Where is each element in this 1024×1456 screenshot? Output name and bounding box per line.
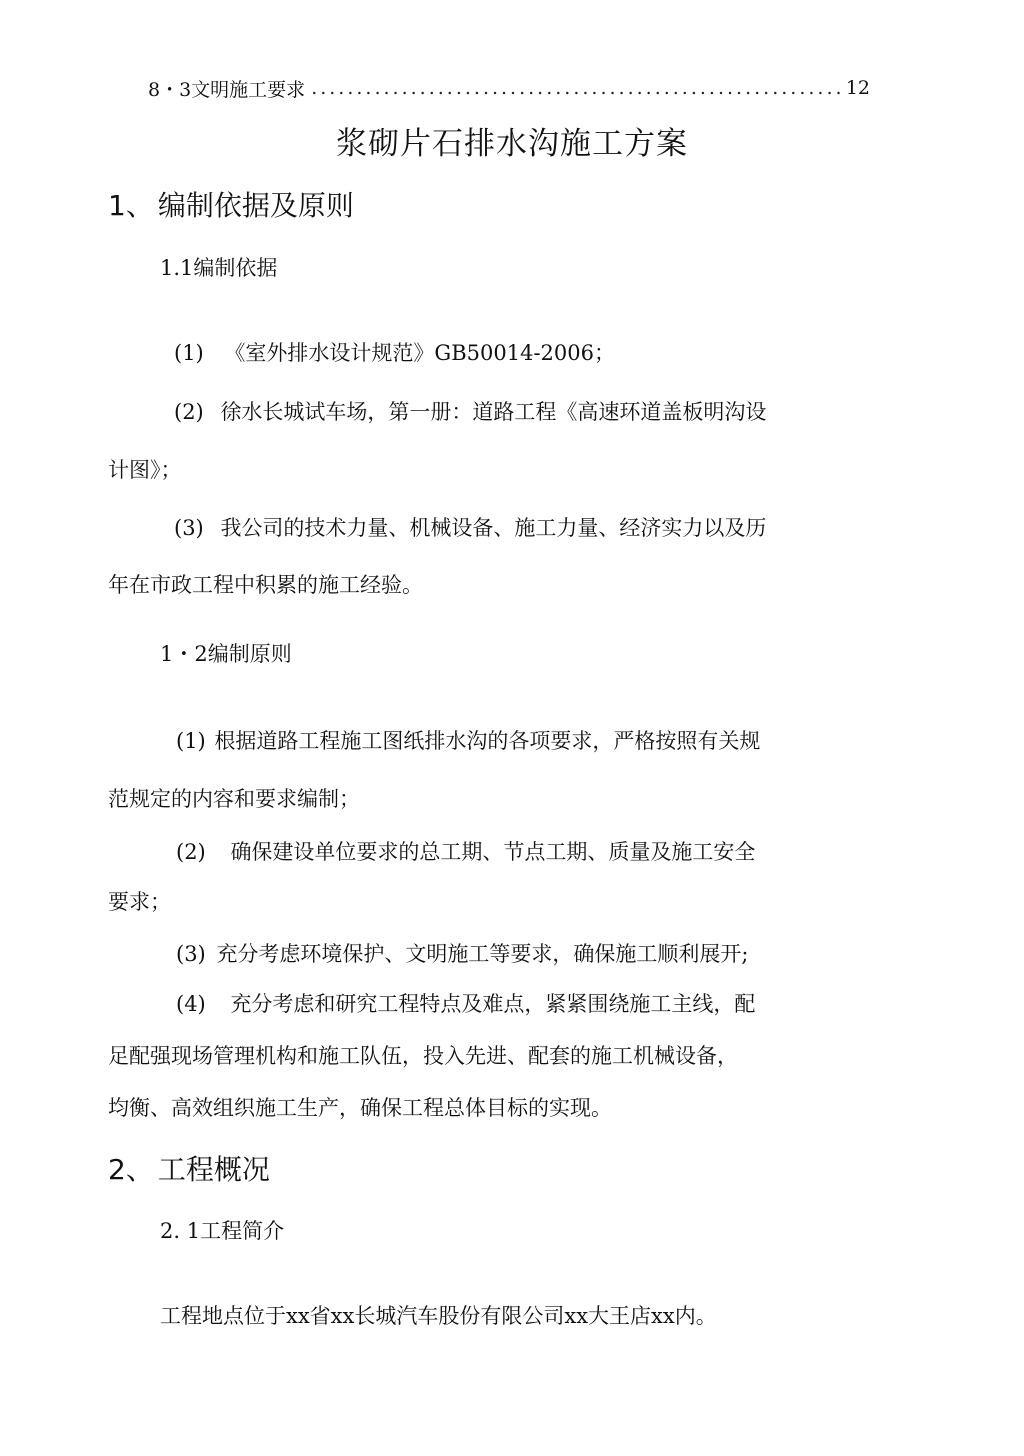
list-item <box>176 725 760 755</box>
section-title: 编制依据及原则 <box>157 189 354 222</box>
toc-leader <box>311 77 840 99</box>
list-text: 充分考虑环境保护、文明施工等要求，确保施工顺利展开; <box>216 942 749 966</box>
list-text-line2: 年在市政工程中积累的施工经验。 <box>108 573 423 597</box>
list-item <box>174 396 766 426</box>
section-number: 2、 <box>108 1153 154 1186</box>
paragraph: 工程地点位于xx省xx长城汽车股份有限公司xx大王店xx内。 <box>160 1304 717 1328</box>
list-text-line2: 要求； <box>108 890 171 914</box>
toc-page-number: 12 <box>845 77 870 99</box>
list-marker: (2) <box>176 840 206 864</box>
list-text-line3: 均衡、高效组织施工生产，确保工程总体目标的实现。 <box>108 1096 612 1120</box>
section-2-heading <box>108 1148 270 1188</box>
list-text: 《室外排水设计规范》GB50014-2006； <box>224 341 615 365</box>
list-marker: (3) <box>176 942 206 966</box>
list-marker: (4) <box>176 992 206 1016</box>
subsection-1-2-heading: 1・2编制原则 <box>160 642 292 666</box>
toc-label: 8・3文明施工要求 <box>148 78 306 101</box>
list-item <box>176 938 749 968</box>
toc-entry[interactable] <box>148 76 870 100</box>
list-text-line1: 根据道路工程施工图纸排水沟的各项要求，严格按照有关规 <box>214 729 761 753</box>
list-text-line2: 计图》； <box>108 458 182 482</box>
list-text-line1: 我公司的技术力量、机械设备、施工力量、经济实力以及历 <box>220 516 767 540</box>
list-marker: (3) <box>174 516 204 540</box>
list-marker: (1) <box>174 341 204 365</box>
subsection-1-1-heading: 1.1编制依据 <box>160 256 278 280</box>
subsection-2-1-heading: 2. 1工程简介 <box>160 1219 285 1243</box>
list-item <box>176 988 755 1018</box>
document-title: 浆砌片石排水沟施工方案 <box>336 126 688 162</box>
section-number: 1、 <box>108 189 154 222</box>
list-item <box>174 337 615 367</box>
list-item <box>174 512 766 542</box>
list-text-line1: 确保建设单位要求的总工期、节点工期、质量及施工安全 <box>230 840 756 864</box>
section-1-heading <box>108 184 354 224</box>
list-text-line2: 足配强现场管理机构和施工队伍，投入先进、配套的施工机械设备， <box>108 1044 738 1068</box>
list-text-line2: 范规定的内容和要求编制； <box>108 787 360 811</box>
list-marker: (2) <box>174 400 204 424</box>
list-item <box>176 836 755 866</box>
section-title: 工程概况 <box>157 1153 270 1186</box>
list-text-line1: 徐水长城试车场，第一册：道路工程《高速环道盖板明沟设 <box>220 400 767 424</box>
list-text-line1: 充分考虑和研究工程特点及难点，紧紧围绕施工主线，配 <box>230 992 756 1016</box>
list-marker: (1) <box>176 729 206 753</box>
